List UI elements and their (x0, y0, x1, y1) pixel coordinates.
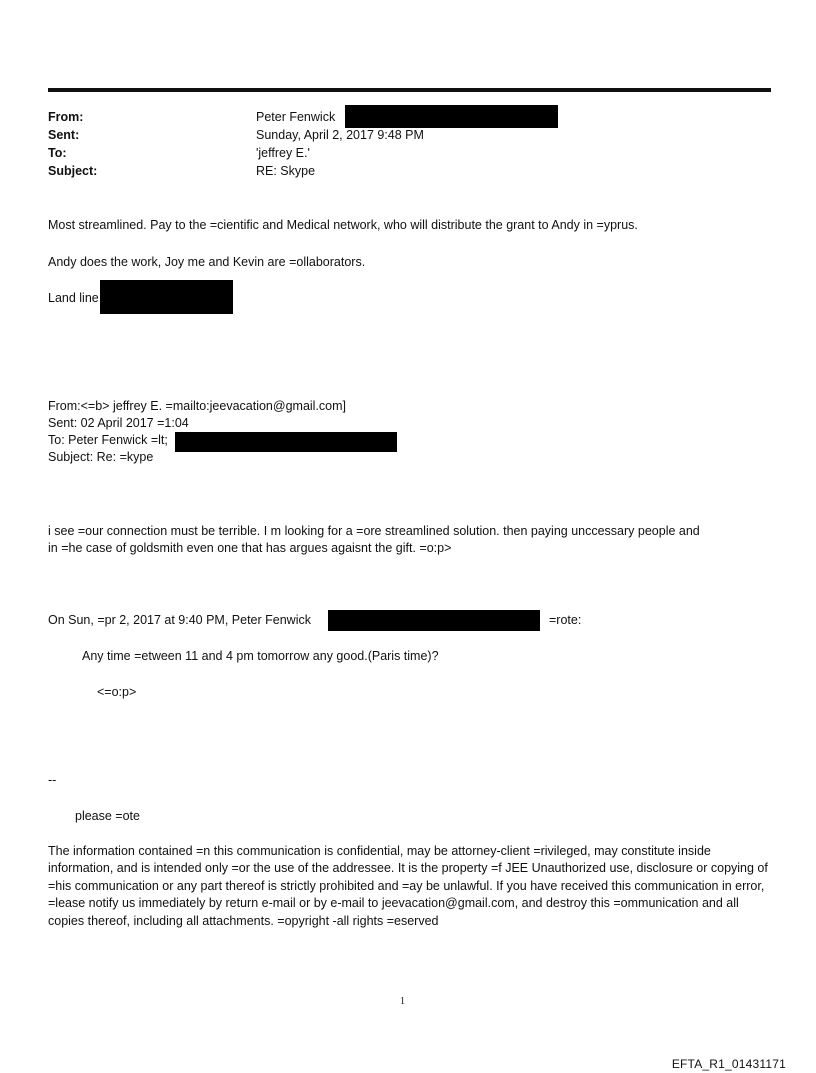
disclaimer-text: The information contained =n this communication is confidential, may be attorney-client =rivileged, may constitute inside information, and is intended only =or the use of the addressee. It is the property =f JEE Unauthorized use, disclosure or copying of =his communication or any part thereof is strictly prohibited and =ay be unlawful. If you have received this communication in error, =lease notify us immediately by return e-mail or by e-mail to jeevacation@gmail.com, and destroy this =ommunication and all copies thereof, including all attachments. =opyright -all rights =eserved (48, 844, 768, 928)
from-value: Peter Fenwick (256, 110, 336, 124)
redaction-from-email (345, 105, 558, 128)
body-line-2: Andy does the work, Joy me and Kevin are =ollaborators. (48, 255, 366, 269)
subject-value: RE: Skype (256, 164, 316, 178)
sent-row (48, 126, 748, 144)
redaction-to-email (175, 432, 397, 452)
subject-row (48, 162, 748, 180)
to-value: 'jeffrey E.' (256, 146, 310, 160)
document-id: EFTA_R1_01431171 (671, 1057, 786, 1071)
quoted-sent: Sent: 02 April 2017 =1:04 (48, 416, 189, 430)
header-rule (48, 88, 771, 92)
quoted-from: From:<=b> jeffrey E. =mailto:jeevacation@gmail.com] (48, 399, 347, 413)
reply-line-1: i see =our connection must be terrible. I m looking for a =ore streamlined solution. then paying unccessary people and (48, 524, 700, 538)
signature-note: please =ote (75, 809, 140, 823)
quoted-text-line-1: Any time =etween 11 and 4 pm tomorrow any good.(Paris time)? (82, 649, 439, 663)
body-line-1: Most streamlined. Pay to the =cientific and Medical network, who will distribute the grant to Andy in =yprus. (48, 218, 638, 232)
signature-dashes: -- (48, 773, 57, 787)
quoted-subject: Subject: Re: =kype (48, 450, 154, 464)
quote-intro-suffix: =rote: (549, 613, 582, 627)
redaction-landline (100, 280, 233, 314)
quoted-text-line-2: <=o:p> (97, 685, 137, 699)
subject-label: Subject: (48, 164, 98, 178)
redaction-quote-email (328, 610, 540, 631)
sent-label: Sent: (48, 128, 80, 142)
page-number: 1 (400, 996, 405, 1007)
reply-line-2: in =he case of goldsmith even one that has argues agaisnt the gift. =o:p> (48, 541, 452, 555)
quote-intro-prefix: On Sun, =pr 2, 2017 at 9:40 PM, Peter Fenwick (48, 613, 311, 627)
to-row (48, 144, 748, 162)
landline-label: Land line (48, 291, 99, 305)
to-label: To: (48, 146, 67, 160)
from-label: From: (48, 110, 84, 124)
quoted-to: To: Peter Fenwick =lt; (48, 433, 168, 447)
sent-value: Sunday, April 2, 2017 9:48 PM (256, 128, 424, 142)
